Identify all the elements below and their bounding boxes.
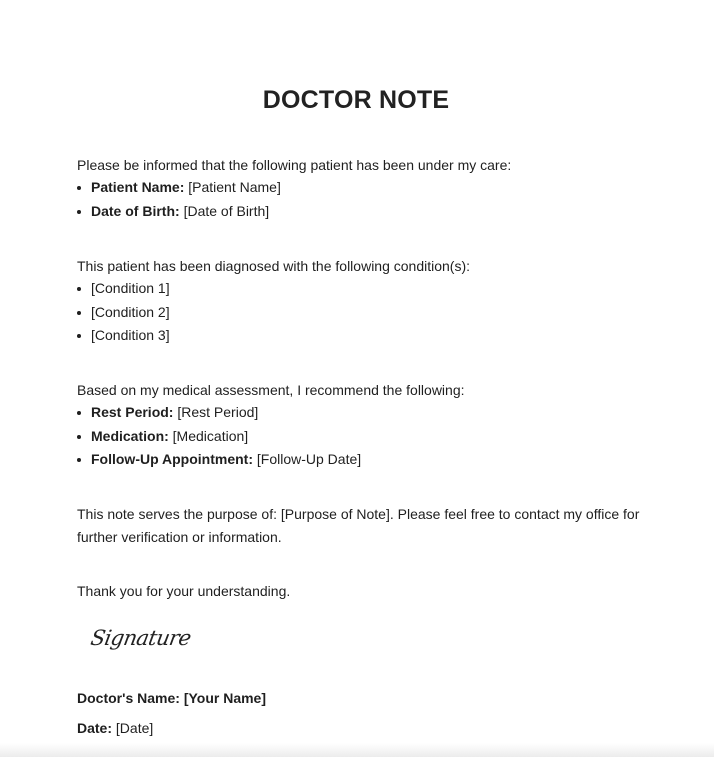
rest-period-value: [Rest Period]: [177, 404, 259, 420]
rest-period-label: Rest Period:: [91, 404, 174, 420]
date-value: [Date]: [115, 720, 154, 736]
medication-label: Medication:: [91, 427, 169, 444]
list-item: [77, 448, 361, 472]
document-title: DOCTOR NOTE: [262, 86, 450, 114]
medication-value: [Medication]: [172, 427, 249, 444]
patient-name-value: [Patient Name]: [188, 179, 281, 195]
signature: Signature: [88, 626, 193, 650]
patient-list: [77, 176, 281, 223]
bullet-icon: [77, 334, 81, 338]
conditions-list: [77, 277, 170, 348]
bullet-icon: [77, 458, 81, 462]
patient-name-label: Patient Name:: [91, 179, 185, 195]
bullet-icon: [77, 210, 81, 214]
list-item: [77, 200, 281, 224]
recommendations-list: [77, 401, 361, 472]
bullet-icon: [77, 435, 81, 439]
date-of-birth-label: Date of Birth:: [91, 202, 180, 219]
list-item: [77, 277, 170, 301]
bullet-icon: [77, 411, 81, 415]
bullet-icon: [77, 186, 81, 190]
diagnosis-intro-text: This patient has been diagnosed with the following condition(s):: [77, 258, 471, 274]
page-bottom-shadow: [0, 743, 714, 757]
doctor-name-label: Doctor's Name:: [77, 690, 180, 706]
list-item: [77, 401, 361, 425]
thanks-text: Thank you for your understanding.: [77, 583, 291, 599]
follow-up-value: [Follow-Up Date]: [256, 451, 362, 467]
condition-text: [Condition 1]: [91, 280, 170, 296]
list-item: [77, 425, 361, 449]
date-label: Date:: [77, 720, 113, 736]
doctor-name-value: [Your Name]: [183, 690, 267, 706]
date-of-birth-value: [Date of Birth]: [183, 202, 270, 219]
bullet-icon: [77, 311, 81, 315]
list-item: [77, 324, 170, 348]
list-item: [77, 176, 281, 200]
condition-text: [Condition 2]: [91, 303, 170, 320]
follow-up-label: Follow-Up Appointment:: [91, 451, 253, 467]
purpose-text: This note serves the purpose of: [Purpose of Note]. Please feel free to contact my office for further verification or information.: [77, 506, 640, 545]
condition-text: [Condition 3]: [91, 327, 170, 343]
intro-text: Please be informed that the following patient has been under my care:: [77, 157, 512, 173]
list-item: [77, 301, 170, 325]
bullet-icon: [77, 287, 81, 291]
date-line: [77, 718, 153, 738]
doctor-name-line: [77, 688, 266, 708]
recommend-intro-text: Based on my medical assessment, I recommend the following:: [77, 382, 465, 398]
